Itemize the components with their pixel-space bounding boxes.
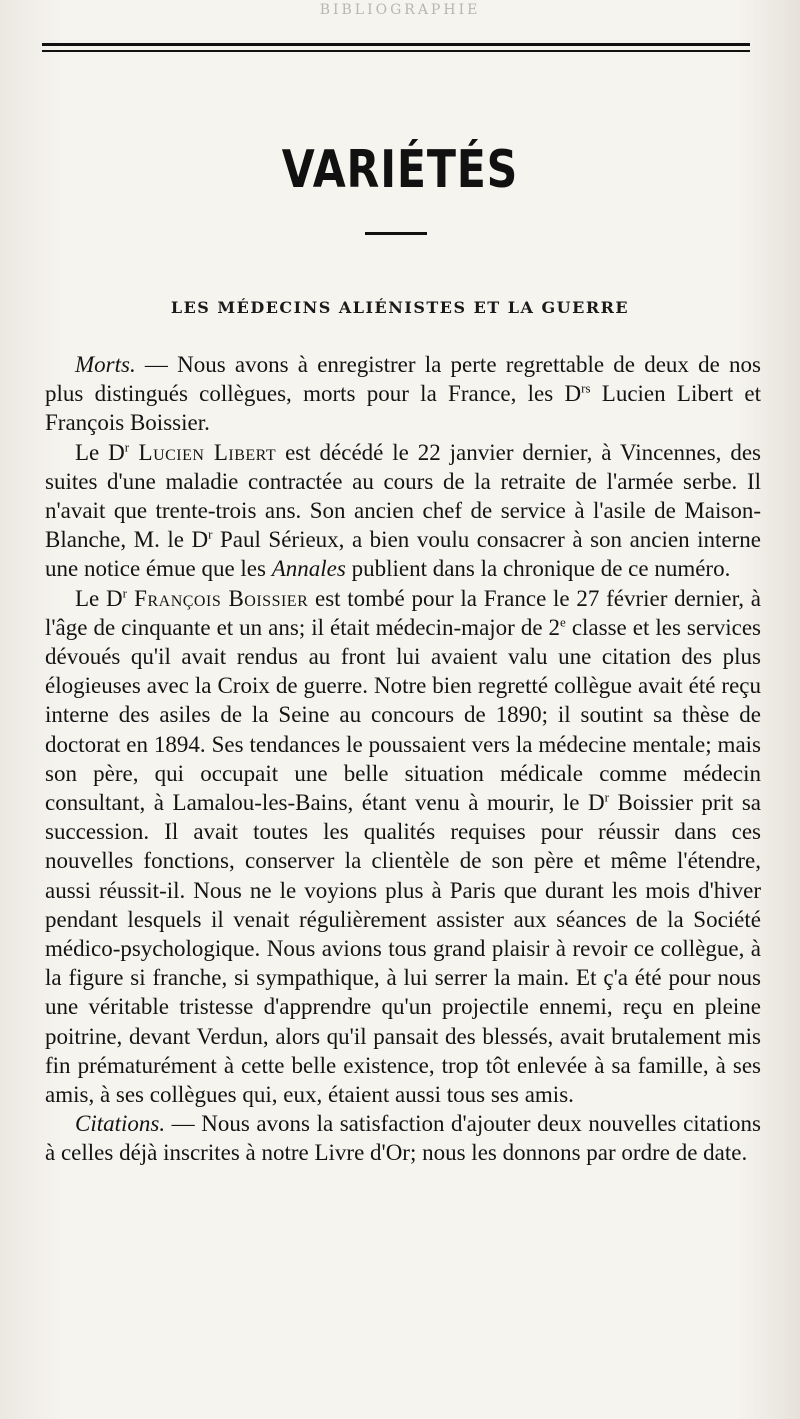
section-title: VARIÉTÉS — [281, 140, 519, 200]
paragraph-text: Le D — [75, 439, 125, 465]
superscript: r — [122, 584, 127, 600]
superscript: r — [208, 526, 213, 542]
superscript: r — [604, 789, 609, 805]
paragraph-text: est tombé pour la France le 27 février dernier, à l'âge de cinquante et un ans; il était médecin-major de 2 — [45, 585, 762, 640]
paragraph-text: Boissier prit sa succession. Il avait toutes les qualités requises pour réussir dans ces nouvelles fonctions, conserver la clientèle de son père et même l'étendre, aussi réussit-il. Nous ne le voyions plus à Paris que durant les mois d'hiver pendant lesquels il venait régulièrement assister aux séances de la Société médico-psychologique. Nous avions tous grand plaisir à revoir ce collègue, à la figure si franche, si sympathique, à lui serrer la main. Et ç'a été pour nous une véritable tristesse d'apprendre qu'un projectile ennemi, reçu en pleine poitrine, devant Verdun, alors qu'il pansait des blessés, avait brutalement mis fin prématurément à cette belle existence, trop tôt enlevée à sa famille, à ses amis, à ses collègues qui, eux, étaient aussi tous ses amis. — [45, 790, 761, 1108]
paragraph-text: — Nous avons à enregistrer la perte regrettable de deux de nos plus distingués collègues, morts pour la France, les D — [45, 352, 761, 407]
superscript: rs — [581, 380, 591, 396]
paragraph-morts — [45, 350, 761, 438]
article-subtitle: LES MÉDECINS ALIÉNISTES ET LA GUERRE — [170, 298, 630, 317]
top-rule-thin — [42, 50, 750, 52]
article-body — [45, 350, 761, 1168]
paragraph-citations — [45, 1109, 761, 1167]
person-name-boissier: François Boissier — [126, 585, 309, 611]
superscript: e — [560, 614, 566, 630]
journal-title: Annales — [271, 556, 346, 582]
lead-morts: Morts. — [75, 352, 136, 377]
paragraph-text: Paul Sérieux, a bien voulu consacrer à son ancien interne une notice émue que les — [45, 527, 761, 582]
paragraph-text: Lucien Libert et François Boissier. — [45, 381, 761, 436]
person-name-libert: Lucien Libert — [129, 439, 277, 465]
top-rule — [42, 43, 750, 46]
paragraph-libert — [45, 438, 761, 584]
paragraph-text: publient dans la chronique de ce numéro. — [345, 556, 731, 582]
paragraph-text: est décédé le 22 janvier dernier, à Vincennes, des suites d'une maladie contractée au cours de la retraite de l'armée serbe. Il n'avait que trente-trois ans. Son ancien chef de service à l'asile de Maison-Blanche, M. le D — [45, 439, 761, 553]
paragraph-text: — Nous avons la satisfaction d'ajouter deux nouvelles citations à celles déjà inscrites à notre Livre d'Or; nous les donnons par ordre de date. — [45, 1111, 761, 1166]
paragraph-boissier — [45, 584, 761, 1110]
title-underline — [365, 232, 427, 235]
running-head: BIBLIOGRAPHIE — [319, 2, 481, 18]
paragraph-text: classe et les services dévoués qu'il avait rendus au front lui avaient valu une citation des plus élogieuses avec la Croix de guerre. Notre bien regretté collègue avait été reçu interne des asiles de la Seine au concours de 1890; il soutint sa thèse de doctorat en 1894. Ses tendances le poussaient vers la médecine mentale; mais son père, qui occupait une belle situation médicale comme médecin consultant, à Lamalou-les-Bains, étant venu à mourir, le D — [45, 614, 761, 816]
paragraph-text: Le D — [75, 585, 123, 611]
lead-citations: Citations. — [75, 1111, 166, 1137]
superscript: r — [124, 438, 130, 454]
